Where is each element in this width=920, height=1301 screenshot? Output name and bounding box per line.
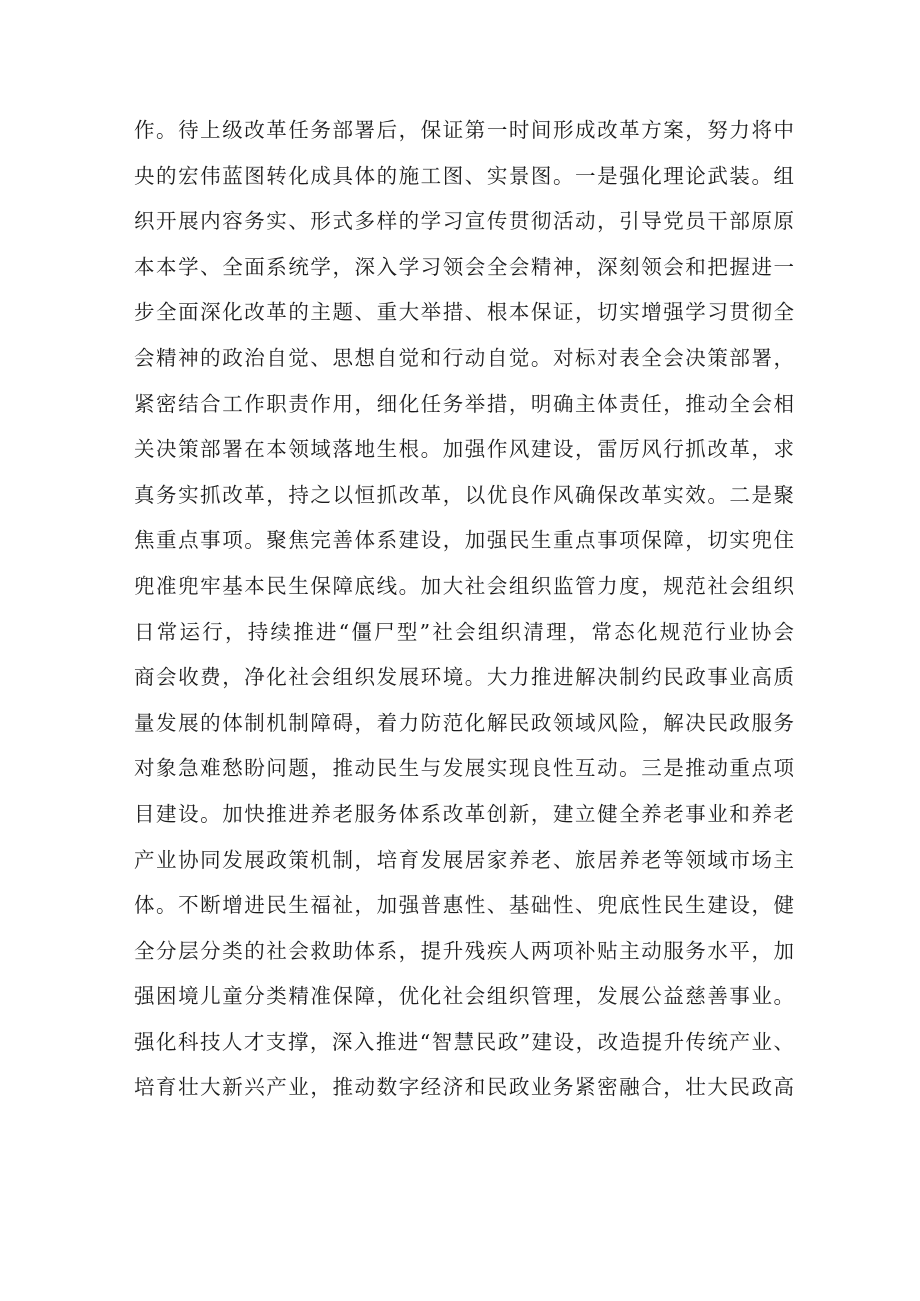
text-line: 日常运行，持续推进“僵尸型”社会组织清理，常态化规范行业协会 [134,619,794,644]
text-line: 会精神的政治自觉、思想自觉和行动自觉。对标对表全会决策部署， [134,345,794,370]
text-line: 强化科技人才支撑，深入推进“智慧民政”建设，改造提升传统产业、 [134,1029,794,1054]
text-line: 真务实抓改革，持之以恒抓改革，以优良作风确保改革实效。二是聚 [134,482,794,507]
text-line: 对象急难愁盼问题，推动民生与发展实现良性互动。三是推动重点项 [134,756,794,781]
text-line: 焦重点事项。聚焦完善体系建设，加强民生重点事项保障，切实兜住 [134,528,794,553]
text-line: 紧密结合工作职责作用，细化任务举措，明确主体责任，推动全会相 [134,391,794,416]
text-line: 作。待上级改革任务部署后，保证第一时间形成改革方案，努力将中 [134,118,794,142]
text-line: 目建设。加快推进养老服务体系改革创新，建立健全养老事业和养老 [134,801,794,826]
text-line: 体。不断增进民生福祉，加强普惠性、基础性、兜底性民生建设，健 [134,893,794,918]
text-line: 培育壮大新兴产业，推动数字经济和民政业务紧密融合，壮大民政高 [134,1075,794,1100]
text-line: 全分层分类的社会救助体系，提升残疾人两项补贴主动服务水平，加 [134,938,794,963]
body-paragraph [134,108,794,1111]
text-line: 关决策部署在本领域落地生根。加强作风建设，雷厉风行抓改革，求 [134,437,794,462]
text-line: 商会收费，净化社会组织发展环境。大力推进解决制约民政事业高质 [134,665,794,690]
text-line: 产业协同发展政策机制，培育发展居家养老、旅居养老等领域市场主 [134,847,794,872]
text-line: 本本学、全面系统学，深入学习领会全会精神，深刻领会和把握进一 [134,254,794,279]
text-line: 强困境儿童分类精准保障，优化社会组织管理，发展公益慈善事业。 [134,984,794,1009]
text-line: 央的宏伟蓝图转化成具体的施工图、实景图。一是强化理论武装。组 [134,163,794,188]
text-line: 兜准兜牢基本民生保障底线。加大社会组织监管力度，规范社会组织 [134,573,794,598]
text-line: 步全面深化改革的主题、重大举措、根本保证，切实增强学习贯彻全 [134,300,794,325]
text-line: 量发展的体制机制障碍，着力防范化解民政领域风险，解决民政服务 [134,710,794,735]
text-line: 织开展内容务实、形式多样的学习宣传贯彻活动，引导党员干部原原 [134,209,794,234]
